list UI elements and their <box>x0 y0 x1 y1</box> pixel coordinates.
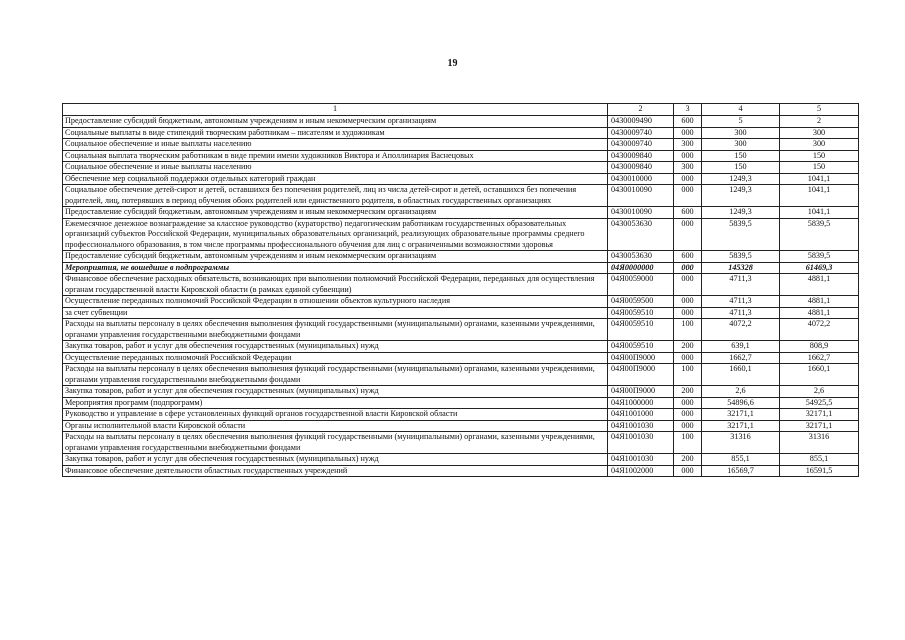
row-value-year2-cell: 32171,1 <box>780 409 859 421</box>
table-row <box>63 127 859 139</box>
row-code-cell: 04Я1001000 <box>608 409 674 421</box>
row-name-cell: Расходы на выплаты персоналу в целях обеспечения выполнения функций государственными (муниципальными) органами, казенными учреждениями, органами управления государственными внебюджетными фондами <box>63 319 608 341</box>
row-name-cell: Предоставление субсидий бюджетным, автономным учреждениям и иным некоммерческим организациям <box>63 116 608 128</box>
table-row <box>63 116 859 128</box>
row-name-cell: Мероприятия программ (подпрограмм) <box>63 397 608 409</box>
row-type-cell: 600 <box>674 116 702 128</box>
row-type-cell: 000 <box>674 218 702 251</box>
row-code-cell: 0430010090 <box>608 207 674 219</box>
row-type-cell: 000 <box>674 352 702 364</box>
row-value-year2-cell: 1041,1 <box>780 173 859 185</box>
table-row <box>63 296 859 308</box>
row-name-cell: Расходы на выплаты персоналу в целях обеспечения выполнения функций государственными (муниципальными) органами, казенными учреждениями, органами управления государственными внебюджетными фондами <box>63 432 608 454</box>
row-type-cell: 000 <box>674 262 702 274</box>
row-value-year2-cell: 31316 <box>780 432 859 454</box>
row-value-year1-cell: 1660,1 <box>702 364 780 386</box>
row-code-cell: 04Я00П9000 <box>608 352 674 364</box>
table-row <box>63 262 859 274</box>
header-cell-type: 3 <box>674 104 702 116</box>
row-value-year2-cell: 54925,5 <box>780 397 859 409</box>
row-value-year1-cell: 639,1 <box>702 341 780 353</box>
row-value-year2-cell: 4881,1 <box>780 307 859 319</box>
row-code-cell: 0430009840 <box>608 150 674 162</box>
row-code-cell: 0430010090 <box>608 185 674 207</box>
row-value-year1-cell: 855,1 <box>702 454 780 466</box>
row-code-cell: 04Я00П9000 <box>608 364 674 386</box>
row-type-cell: 000 <box>674 397 702 409</box>
row-type-cell: 300 <box>674 162 702 174</box>
table-header-row <box>63 104 859 116</box>
row-value-year2-cell: 1660,1 <box>780 364 859 386</box>
row-name-cell: Финансовое обеспечение деятельности областных государственных учреждений <box>63 465 608 477</box>
table-row <box>63 251 859 263</box>
row-value-year1-cell: 5 <box>702 116 780 128</box>
row-value-year1-cell: 150 <box>702 162 780 174</box>
row-value-year2-cell: 300 <box>780 127 859 139</box>
row-code-cell: 04Я0000000 <box>608 262 674 274</box>
row-type-cell: 000 <box>674 185 702 207</box>
row-type-cell: 000 <box>674 409 702 421</box>
row-value-year1-cell: 32171,1 <box>702 420 780 432</box>
table-row <box>63 150 859 162</box>
row-value-year1-cell: 145328 <box>702 262 780 274</box>
row-code-cell: 04Я0059510 <box>608 341 674 353</box>
row-type-cell: 000 <box>674 296 702 308</box>
header-cell-year1: 4 <box>702 104 780 116</box>
row-name-cell: Социальные выплаты в виде стипендий творческим работникам – писателям и художникам <box>63 127 608 139</box>
row-name-cell: Закупка товаров, работ и услуг для обеспечения государственных (муниципальных) нужд <box>63 341 608 353</box>
row-value-year2-cell: 1041,1 <box>780 185 859 207</box>
table-row <box>63 173 859 185</box>
row-code-cell: 0430053630 <box>608 218 674 251</box>
table-row <box>63 319 859 341</box>
row-type-cell: 100 <box>674 432 702 454</box>
row-code-cell: 04Я0059000 <box>608 274 674 296</box>
row-value-year1-cell: 150 <box>702 150 780 162</box>
table-row <box>63 185 859 207</box>
row-value-year1-cell: 4711,3 <box>702 296 780 308</box>
row-value-year1-cell: 5839,5 <box>702 251 780 263</box>
row-code-cell: 0430009840 <box>608 162 674 174</box>
budget-table-container <box>62 103 858 477</box>
row-value-year2-cell: 1041,1 <box>780 207 859 219</box>
row-name-cell: Закупка товаров, работ и услуг для обеспечения государственных (муниципальных) нужд <box>63 386 608 398</box>
row-code-cell: 0430009740 <box>608 139 674 151</box>
row-code-cell: 0430053630 <box>608 251 674 263</box>
row-value-year2-cell: 855,1 <box>780 454 859 466</box>
row-value-year1-cell: 300 <box>702 139 780 151</box>
table-row <box>63 307 859 319</box>
row-value-year2-cell: 300 <box>780 139 859 151</box>
header-cell-name: 1 <box>63 104 608 116</box>
row-value-year1-cell: 54896,6 <box>702 397 780 409</box>
row-name-cell: Предоставление субсидий бюджетным, автономным учреждениям и иным некоммерческим организациям <box>63 251 608 263</box>
row-name-cell: Осуществление переданных полномочий Российской Федерации в отношении объектов культурного наследия <box>63 296 608 308</box>
row-value-year1-cell: 300 <box>702 127 780 139</box>
row-name-cell: Ежемесячное денежное вознаграждение за классное руководство (кураторство) педагогическим работникам государственных образовательных организаций субъектов Российской Федерации, муниципальных образовательных организаций, реализующих образовательные программы среднего профессионального образования, в том числе программы профессионального обучения для лиц с ограниченными возможностями здоровья <box>63 218 608 251</box>
table-row <box>63 274 859 296</box>
row-value-year2-cell: 4881,1 <box>780 274 859 296</box>
row-name-cell: Мероприятия, не вошедшие в подпрограммы <box>63 262 608 274</box>
row-value-year1-cell: 32171,1 <box>702 409 780 421</box>
table-row <box>63 454 859 466</box>
row-value-year1-cell: 4072,2 <box>702 319 780 341</box>
row-value-year1-cell: 1249,3 <box>702 173 780 185</box>
table-row <box>63 420 859 432</box>
row-code-cell: 04Я1002000 <box>608 465 674 477</box>
row-code-cell: 04Я0059500 <box>608 296 674 308</box>
row-name-cell: Социальная выплата творческим работникам в виде премии имени художников Виктора и Аполлинария Васнецовых <box>63 150 608 162</box>
row-value-year2-cell: 150 <box>780 162 859 174</box>
table-row <box>63 409 859 421</box>
row-code-cell: 04Я1000000 <box>608 397 674 409</box>
row-type-cell: 100 <box>674 364 702 386</box>
row-value-year1-cell: 1662,7 <box>702 352 780 364</box>
table-row <box>63 386 859 398</box>
table-row <box>63 364 859 386</box>
table-row <box>63 139 859 151</box>
row-value-year1-cell: 4711,3 <box>702 307 780 319</box>
row-type-cell: 000 <box>674 465 702 477</box>
row-name-cell: Социальное обеспечение детей-сирот и детей, оставшихся без попечения родителей, лиц из числа детей-сирот и детей, оставшихся без попечения родителей, лиц, потерявших в период обучения обоих родителей или единственного родителя, в областных государственных организациях <box>63 185 608 207</box>
row-value-year2-cell: 5839,5 <box>780 251 859 263</box>
row-name-cell: Предоставление субсидий бюджетным, автономным учреждениям и иным некоммерческим организациям <box>63 207 608 219</box>
row-type-cell: 100 <box>674 319 702 341</box>
row-name-cell: Закупка товаров, работ и услуг для обеспечения государственных (муниципальных) нужд <box>63 454 608 466</box>
row-value-year1-cell: 1249,3 <box>702 207 780 219</box>
header-cell-code: 2 <box>608 104 674 116</box>
row-value-year2-cell: 2,6 <box>780 386 859 398</box>
row-value-year1-cell: 16569,7 <box>702 465 780 477</box>
row-type-cell: 200 <box>674 386 702 398</box>
row-value-year2-cell: 5839,5 <box>780 218 859 251</box>
row-type-cell: 000 <box>674 150 702 162</box>
budget-table <box>62 103 859 477</box>
row-code-cell: 04Я1001030 <box>608 420 674 432</box>
table-row <box>63 162 859 174</box>
row-name-cell: Финансовое обеспечение расходных обязательств, возникающих при выполнении полномочий Российской Федерации, переданных для осуществления органам государственной власти Кировской области (в рамках единой субвенции) <box>63 274 608 296</box>
row-value-year2-cell: 16591,5 <box>780 465 859 477</box>
row-name-cell: Расходы на выплаты персоналу в целях обеспечения выполнения функций государственными (муниципальными) органами, казенными учреждениями, органами управления государственными внебюджетными фондами <box>63 364 608 386</box>
row-name-cell: за счет субвенции <box>63 307 608 319</box>
row-value-year2-cell: 808,9 <box>780 341 859 353</box>
row-code-cell: 04Я00П9000 <box>608 386 674 398</box>
row-code-cell: 0430009490 <box>608 116 674 128</box>
row-value-year1-cell: 5839,5 <box>702 218 780 251</box>
row-code-cell: 0430009740 <box>608 127 674 139</box>
table-row <box>63 352 859 364</box>
table-row <box>63 207 859 219</box>
row-code-cell: 04Я1001030 <box>608 432 674 454</box>
row-name-cell: Руководство и управление в сфере установленных функций органов государственной власти Кировской области <box>63 409 608 421</box>
table-row <box>63 397 859 409</box>
table-row <box>63 218 859 251</box>
row-value-year2-cell: 1662,7 <box>780 352 859 364</box>
row-code-cell: 04Я0059510 <box>608 307 674 319</box>
table-row <box>63 341 859 353</box>
row-value-year2-cell: 61469,3 <box>780 262 859 274</box>
table-row <box>63 465 859 477</box>
page-number: 19 <box>447 58 458 69</box>
table-row <box>63 432 859 454</box>
row-type-cell: 000 <box>674 420 702 432</box>
row-value-year1-cell: 2,6 <box>702 386 780 398</box>
header-cell-year2: 5 <box>780 104 859 116</box>
row-type-cell: 000 <box>674 307 702 319</box>
row-type-cell: 000 <box>674 127 702 139</box>
row-name-cell: Обеспечение мер социальной поддержки отдельных категорий граждан <box>63 173 608 185</box>
row-name-cell: Социальное обеспечение и иные выплаты населению <box>63 162 608 174</box>
row-name-cell: Социальное обеспечение и иные выплаты населению <box>63 139 608 151</box>
row-code-cell: 0430010000 <box>608 173 674 185</box>
row-name-cell: Органы исполнительной власти Кировской области <box>63 420 608 432</box>
row-type-cell: 600 <box>674 251 702 263</box>
row-type-cell: 300 <box>674 139 702 151</box>
row-value-year2-cell: 150 <box>780 150 859 162</box>
row-value-year1-cell: 4711,3 <box>702 274 780 296</box>
row-type-cell: 200 <box>674 341 702 353</box>
row-type-cell: 000 <box>674 274 702 296</box>
row-value-year2-cell: 32171,1 <box>780 420 859 432</box>
row-value-year2-cell: 2 <box>780 116 859 128</box>
row-code-cell: 04Я0059510 <box>608 319 674 341</box>
row-code-cell: 04Я1001030 <box>608 454 674 466</box>
row-value-year2-cell: 4881,1 <box>780 296 859 308</box>
row-type-cell: 000 <box>674 173 702 185</box>
row-type-cell: 200 <box>674 454 702 466</box>
row-value-year1-cell: 31316 <box>702 432 780 454</box>
row-value-year1-cell: 1249,3 <box>702 185 780 207</box>
row-value-year2-cell: 4072,2 <box>780 319 859 341</box>
row-type-cell: 600 <box>674 207 702 219</box>
row-name-cell: Осуществление переданных полномочий Российской Федерации <box>63 352 608 364</box>
